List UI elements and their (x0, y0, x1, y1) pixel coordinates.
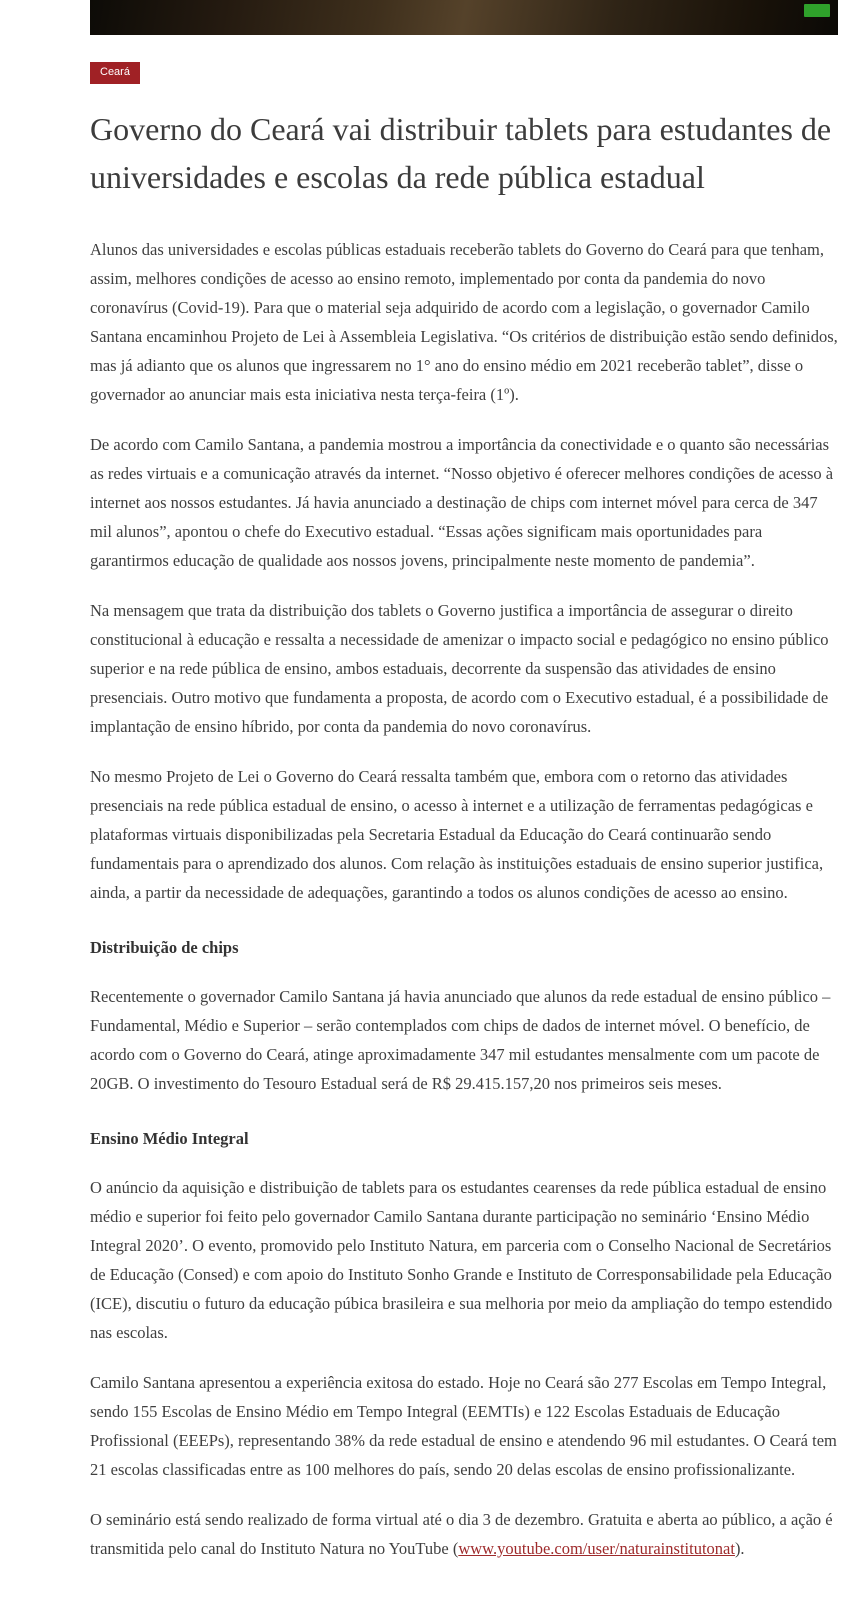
paragraph-7: Camilo Santana apresentou a experiência exitosa do estado. Hoje no Ceará são 277 Escolas em Tempo Integral, sendo 155 Escolas de Ensino Médio em Tempo Integral (EEMTIs) e 122 Escolas Estaduais de Educação Profissional (EEEPs), representando 38% da rede estadual de ensino e atendendo 96 mil estudantes. O Ceará tem 21 escolas classificadas entre as 100 melhores do país, sendo 20 delas escolas de ensino profissionalizante. (90, 1373, 837, 1479)
article-page (90, 0, 838, 1608)
paragraph-6: O anúncio da aquisição e distribuição de tablets para os estudantes cearenses da rede pública estadual de ensino médio e superior foi feito pelo governador Camilo Santana durante participação no seminário ‘Ensino Médio Integral 2020’. O evento, promovido pelo Instituto Natura, em parceria com o Conselho Nacional de Secretários de Educação (Consed) e com apoio do Instituto Sonho Grande e Instituto de Corresponsabilidade pela Educação (ICE), discutiu o futuro da educação púbica brasileira e sua melhoria por meio da ampliação do tempo estendido nas escolas. (90, 1178, 833, 1342)
section-heading-chips: Distribuição de chips (90, 938, 239, 957)
closing-text-before: O seminário está sendo realizado de forma virtual até o dia 3 de dezembro. Gratuita e aberta ao público, a ação é transmitida pelo canal do Instituto Natura no YouTube ( (90, 1510, 833, 1558)
article-body (90, 235, 838, 1563)
paragraph-4: No mesmo Projeto de Lei o Governo do Ceará ressalta também que, embora com o retorno das atividades presenciais na rede pública estadual de ensino, o acesso à internet e a utilização de ferramentas pedagógicas e plataformas virtuais disponibilizadas pela Secretaria Estadual da Educação do Ceará continuarão sendo fundamentais para o aprendizado dos alunos. Com relação às instituições estaduais de ensino superior justifica, ainda, a partir da necessidade de adequações, garantindo a todos os alunos condições de acesso ao ensino. (90, 767, 824, 902)
closing-text-after: ). (734, 1539, 745, 1558)
paragraph-1: Alunos das universidades e escolas públicas estaduais receberão tablets do Governo do Ceará para que tenham, assim, melhores condições de acesso ao ensino remoto, implementado por conta da pandemia do novo coronavírus (Covid-19). Para que o material seja adquirido de acordo com a legislação, o governador Camilo Santana encaminhou Projeto de Lei à Assembleia Legislativa. “Os critérios de distribuição estão sendo definidos, mas já adianto que os alunos que ingressarem no 1° ano do ensino médio em 2021 receberão tablet”, disse o governador ao anunciar mais esta iniciativa nesta terça-feira (1º). (90, 240, 838, 404)
category-tag[interactable]: Ceará (90, 62, 140, 84)
hero-image (90, 0, 838, 35)
paragraph-5: Recentemente o governador Camilo Santana já havia anunciado que alunos da rede estadual de ensino público – Fundamental, Médio e Superior – serão contemplados com chips de dados de internet móvel. O benefício, de acordo com o Governo do Ceará, atinge aproximadamente 347 mil estudantes mensalmente com um pacote de 20GB. O investimento do Tesouro Estadual será de R$ 29.415.157,20 nos primeiros seis meses. (90, 987, 831, 1093)
youtube-link[interactable]: www.youtube.com/user/naturainstitutonat (458, 1539, 735, 1558)
article-title: Governo do Ceará vai distribuir tablets para estudantes de universidades e escolas da rede pública estadual (90, 111, 832, 195)
paragraph-3: Na mensagem que trata da distribuição dos tablets o Governo justifica a importância de assegurar o direito constitucional à educação e ressalta a necessidade de amenizar o impacto social e pedagógico no ensino público superior e na rede pública de ensino, ambos estaduais, decorrente da suspensão das atividades de ensino presenciais. Outro motivo que fundamenta a proposta, de acordo com o Executivo estadual, é a possibilidade de implantação de ensino híbrido, por conta da pandemia do novo coronavírus. (90, 601, 829, 736)
paragraph-2: De acordo com Camilo Santana, a pandemia mostrou a importância da conectividade e o quanto são necessárias as redes virtuais e a comunicação através da internet. “Nosso objetivo é oferecer melhores condições de acesso à internet aos nossos estudantes. Já havia anunciado a destinação de chips com internet móvel para cerca de 347 mil alunos”, apontou o chefe do Executivo estadual. “Essas ações significam mais oportunidades para garantirmos educação de qualidade aos nossos jovens, principalmente neste momento de pandemia”. (90, 435, 834, 570)
section-heading-ensino-medio: Ensino Médio Integral (90, 1129, 249, 1148)
hero-green-badge (804, 4, 830, 17)
paragraph-closing (90, 1505, 838, 1563)
